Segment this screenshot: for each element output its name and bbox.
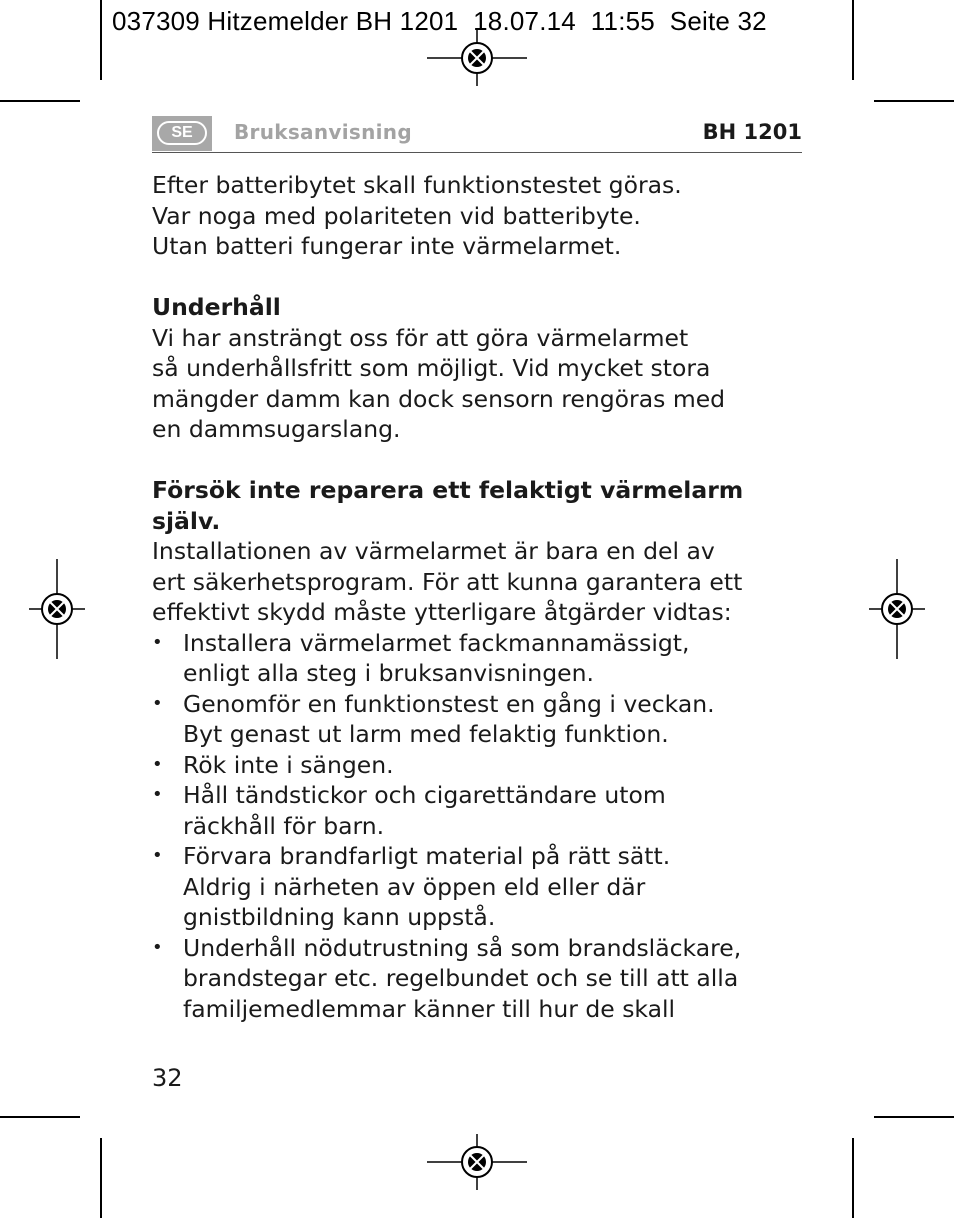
crop-mark [0, 100, 80, 102]
language-badge [152, 116, 212, 151]
crop-mark [852, 0, 854, 80]
crop-mark [852, 1138, 854, 1218]
list-item: • Förvara brandfarligt material på rätt sätt. Aldrig i närheten av öppen eld eller där gnistbildning kann uppstå. [152, 841, 802, 933]
language-badge-label: SE [157, 121, 207, 145]
crop-mark [0, 1116, 80, 1118]
crop-mark [874, 1116, 954, 1118]
list-item: • Underhåll nödutrustning så som brandsläckare, brandstegar etc. regelbundet och se till att alla familjemedlemmar känner till hur de skall [152, 933, 802, 1025]
body-text: Vi har ansträngt oss för att göra värmelarmet så underhållsfritt som möjligt. Vid mycket stora mängder damm kan dock sensorn rengöras med en dammsugarslang. [152, 323, 726, 443]
print-slug: 037309 Hitzemelder BH 1201 18.07.14 11:55 Seite 32 [112, 6, 767, 36]
safety-list [152, 628, 802, 1025]
section-heading-maintenance: Underhåll [152, 293, 281, 321]
registration-mark-icon [427, 8, 527, 108]
registration-mark-icon [427, 1112, 527, 1212]
section-heading-repair: Försök inte reparera ett felaktigt värmelarm själv. [152, 476, 744, 535]
list-item: • Håll tändstickor och cigarettändare utom räckhåll för barn. [152, 780, 802, 841]
crop-mark [100, 0, 102, 80]
crop-mark [874, 100, 954, 102]
list-item: • Genomför en funktionstest en gång i veckan. Byt genast ut larm med felaktig funktion. [152, 689, 802, 750]
page-content [152, 170, 802, 1024]
page-header [152, 116, 802, 153]
manual-title: Bruksanvisning [234, 120, 412, 144]
registration-mark-icon [7, 559, 107, 659]
page-number: 32 [152, 1064, 183, 1092]
model-name: BH 1201 [702, 120, 802, 144]
crop-mark [100, 1138, 102, 1218]
list-item: • Rök inte i sängen. [152, 750, 802, 781]
list-item: • Installera värmelarmet fackmannamässigt, enligt alla steg i bruksanvisningen. [152, 628, 802, 689]
body-text: Efter batteribytet skall funktionstestet göras. Var noga med polariteten vid batteribyte. Utan batteri fungerar inte värmelarmet. [152, 171, 682, 260]
body-text: Installationen av värmelarmet är bara en del av ert säkerhetsprogram. För att kunna garantera ett effektivt skydd måste ytterligare åtgärder vidtas: [152, 537, 743, 626]
registration-mark-icon [847, 559, 947, 659]
